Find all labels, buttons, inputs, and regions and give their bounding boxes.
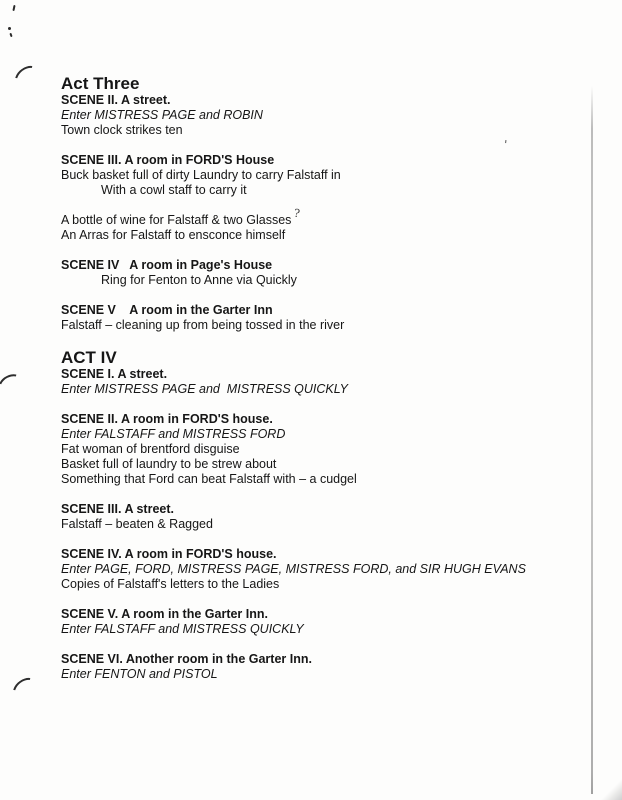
line-text: Enter MISTRESS PAGE and MISTRESS QUICKLY [61,382,348,396]
line-text: SCENE II. A room in FORD'S house. [61,412,273,426]
line-text: SCENE IV. A room in FORD'S house. [61,547,277,561]
prop-note [61,318,581,333]
binder-arc-mark [0,370,27,400]
line-text: Enter FENTON and PISTOL [61,667,218,681]
act-heading [61,74,581,93]
line-text: Town clock strikes ten [61,123,183,137]
line-text: Act Three [61,74,140,93]
line-text: Enter MISTRESS PAGE and ROBIN [61,108,263,122]
scene-block [61,652,581,682]
scene-block [61,258,581,288]
line-text: ACT IV [61,348,117,367]
line-text: Something that Ford can beat Falstaff with – a cudgel [61,472,357,486]
line-text: SCENE IV A room in Page's House [61,258,273,272]
line-text: Falstaff – cleaning up from being tossed in the river [61,318,345,332]
prop-note [61,228,581,243]
scene-block [61,607,581,637]
stray-pen-mark: ' [503,137,508,152]
line-text: SCENE III. A room in FORD'S House [61,153,275,167]
act-heading [61,348,581,367]
line-text: SCENE II. A street. [61,93,171,107]
line-text: SCENE I. A street. [61,367,168,381]
stage-direction [61,382,581,397]
scene-heading [61,153,581,168]
line-text: Enter FALSTAFF and MISTRESS FORD [61,427,286,441]
prop-note [61,577,581,592]
scan-seam-line [591,86,593,794]
scene-block [61,502,581,532]
ink-speck [12,5,15,11]
scene-heading [61,367,581,382]
prop-note [61,472,581,487]
line-text: SCENE V A room in the Garter Inn [61,303,273,317]
scene-block [61,74,581,138]
line-text: With a cowl staff to carry it [101,183,247,197]
scene-heading [61,547,581,562]
line-text: An Arras for Falstaff to ensconce himself [61,228,286,242]
line-text: Buck basket full of dirty Laundry to carry Falstaff in [61,168,341,182]
stage-direction [61,622,581,637]
line-text: Enter FALSTAFF and MISTRESS QUICKLY [61,622,304,636]
scene-block [61,153,581,198]
stage-direction [61,427,581,442]
scene-heading [61,93,581,108]
line-text: Falstaff – beaten & Ragged [61,517,213,531]
line-text: A bottle of wine for Falstaff & two Glasses [61,213,292,227]
line-text: Enter PAGE, FORD, MISTRESS PAGE, MISTRESS FORD, and SIR HUGH EVANS [61,562,526,576]
scene-block [61,348,581,397]
scene-heading [61,502,581,517]
line-text: SCENE III. A street. [61,502,174,516]
scene-block [61,547,581,592]
scene-heading [61,258,581,273]
ink-speck [9,33,12,37]
prop-note [61,168,581,183]
stage-direction [61,562,581,577]
handwritten-question-mark: ? [293,206,302,221]
line-text: Fat woman of brentford disguise [61,442,240,456]
stage-direction [61,667,581,682]
scene-heading [61,303,581,318]
page-corner-shadow [588,778,622,800]
prop-note [61,442,581,457]
stage-direction [61,108,581,123]
page-text [61,74,581,697]
scene-block [61,206,581,243]
line-text: SCENE V. A room in the Garter Inn. [61,607,268,621]
scene-heading [61,607,581,622]
prop-note [61,457,581,472]
scene-heading [61,652,581,667]
prop-note [61,206,581,228]
scene-heading [61,412,581,427]
line-text: SCENE VI. Another room in the Garter Inn. [61,652,312,666]
line-text: Basket full of laundry to be strew about [61,457,277,471]
prop-note [61,517,581,532]
binder-arc-mark [10,61,46,95]
prop-note [61,273,581,288]
prop-note [61,183,581,198]
line-text: Copies of Falstaff's letters to the Ladies [61,577,280,591]
scene-block [61,412,581,487]
prop-note [61,123,581,138]
line-text: Ring for Fenton to Anne via Quickly [101,273,297,287]
scene-block [61,303,581,333]
binder-arc-mark [8,673,44,707]
ink-speck [8,27,11,30]
